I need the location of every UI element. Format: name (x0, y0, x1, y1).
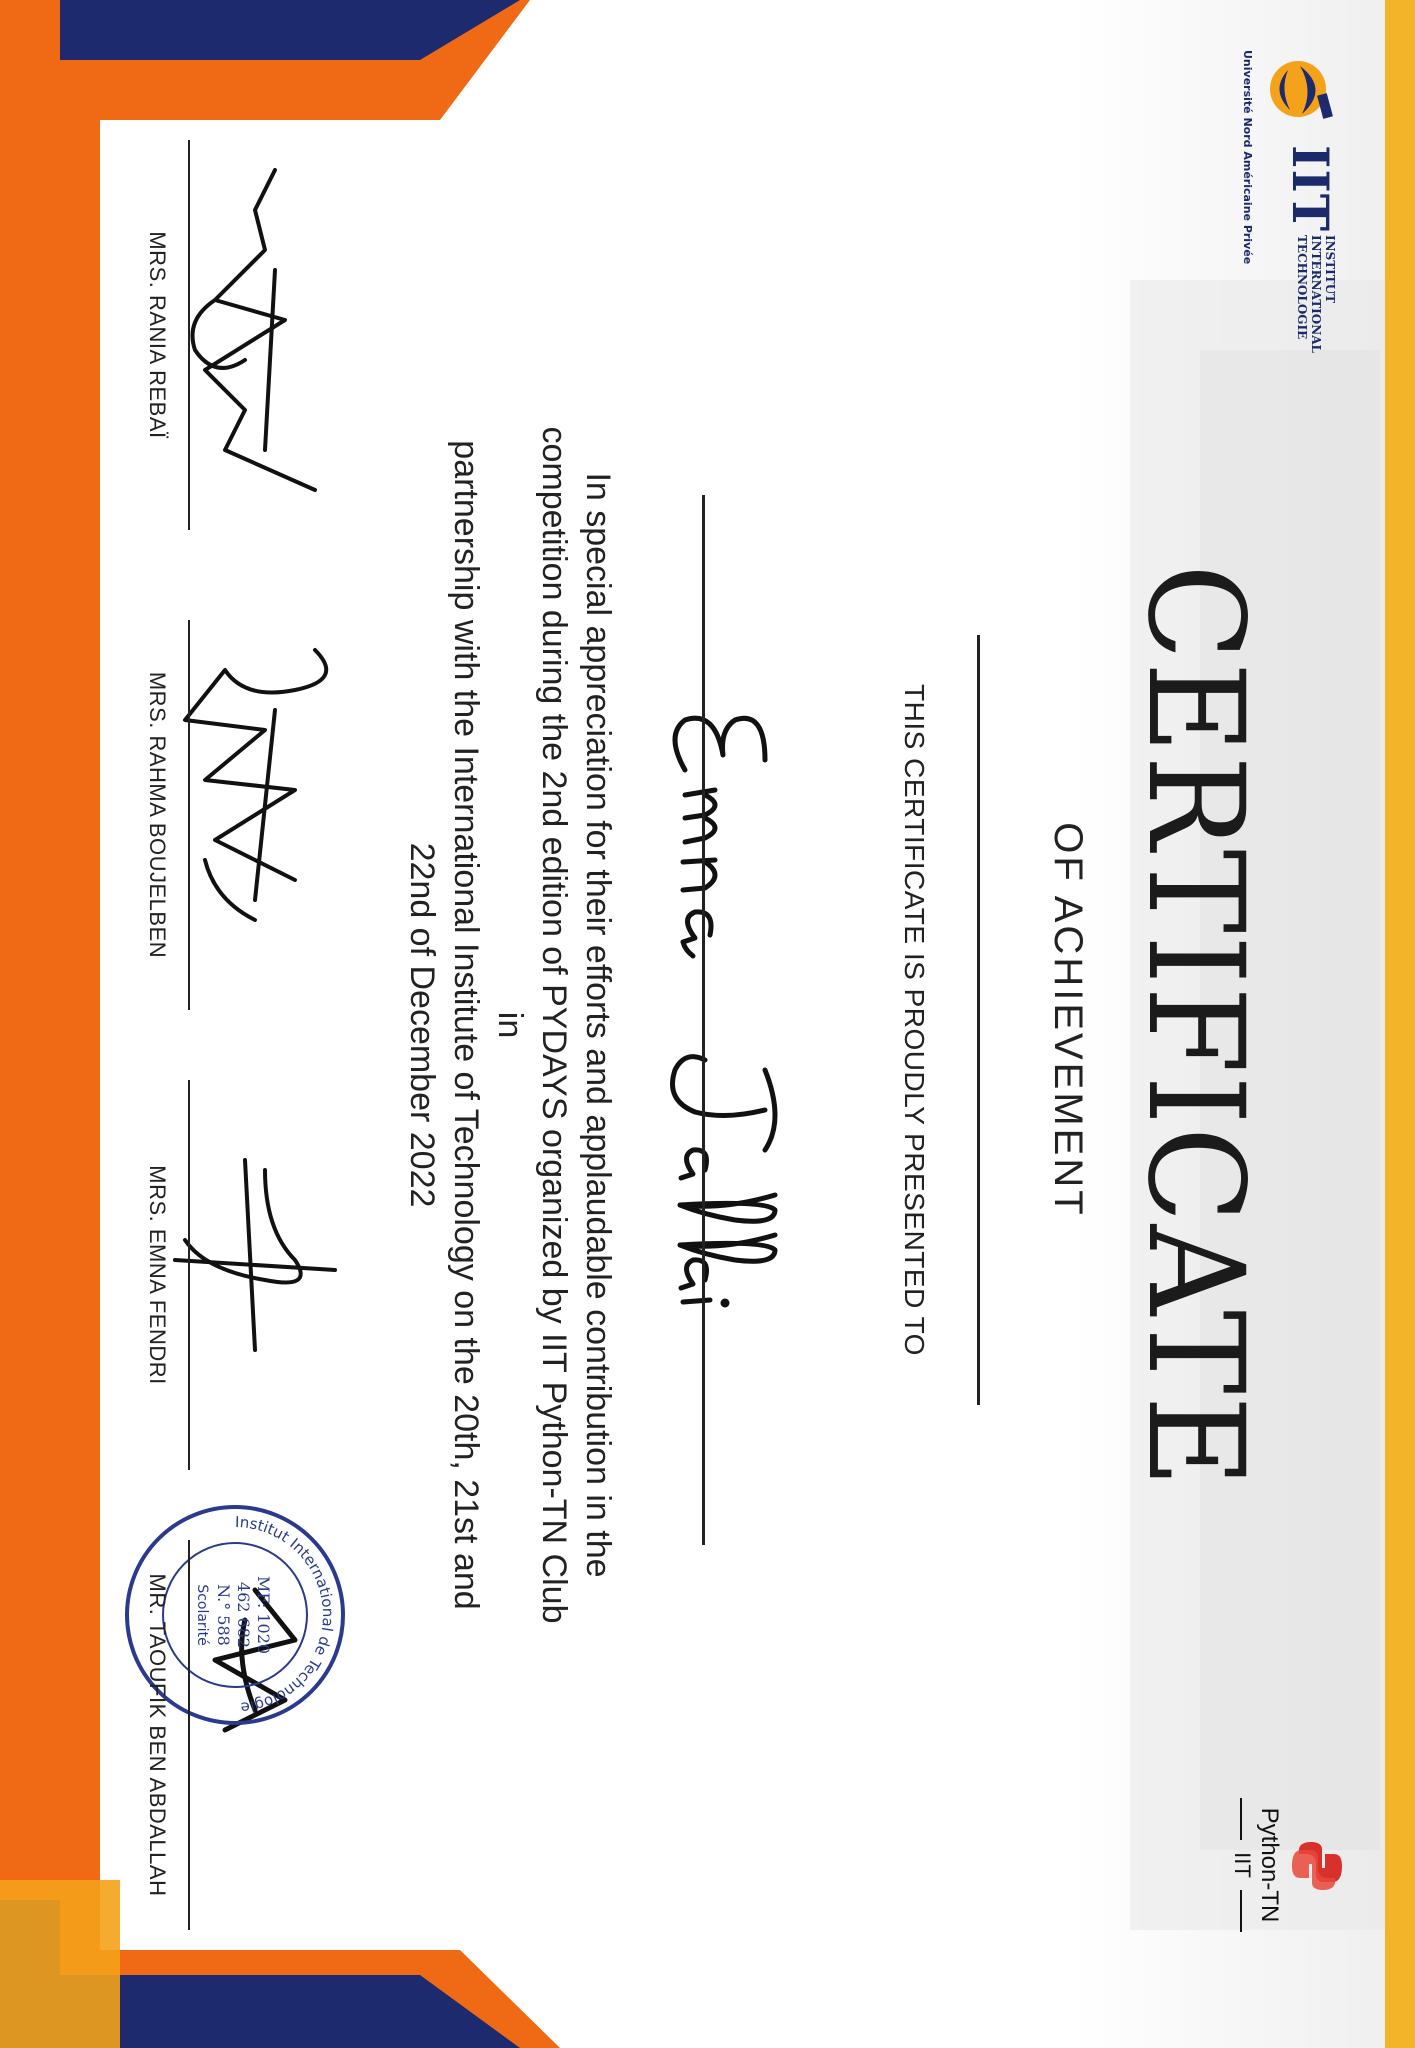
body-line-1: In special appreciation for their efforts and applaudable contribution in the (579, 472, 617, 1578)
stamp-center-3: N.° 588 (214, 1584, 233, 1646)
recipient-underline (702, 495, 705, 1545)
iit-acronym: IIT (1281, 145, 1340, 232)
signatory-3: MRS. EMNA FENDRI (145, 1165, 170, 1385)
sig-line-1 (188, 140, 190, 530)
signatory-4: MR. TAOUFIK BEN ABDALLAH (145, 1573, 170, 1897)
sig-line-4 (188, 1540, 190, 1930)
body-line-4: 22nd of December 2022 (403, 842, 441, 1208)
recipient-signature (645, 700, 805, 1320)
signatory-1: MRS. RANIA REBAÏ (145, 231, 170, 439)
certificate-body (400, 410, 620, 1640)
iit-logo (1225, 50, 1350, 380)
stamp-center-4: Scolarité (194, 1584, 210, 1646)
certificate-subtitle: OF ACHIEVEMENT (1046, 822, 1090, 1218)
iit-tagline: Université Nord Américaine Privée (1241, 50, 1254, 265)
signature-emna (165, 1150, 355, 1370)
iit-line2: INTERNATIONAL (1309, 235, 1323, 353)
python-snake-icon (1289, 1840, 1345, 1892)
stamp-ring-text: Institut International de Technologie (234, 1512, 338, 1717)
body-line-2: competition during the 2nd edition of PYDAYS organized by IIT Python-TN Club in (491, 426, 573, 1624)
body-line-3: partnership with the International Institute of Technology on the 20th, 21st and (447, 440, 485, 1610)
python-tn-logo (1215, 1790, 1345, 1940)
certificate-title: CERTIFICATE (1118, 564, 1272, 1490)
iit-line1: INSTITUT (1323, 235, 1337, 304)
stamp-center-1: MF: 1020 (254, 1575, 273, 1655)
signature-rania (165, 150, 335, 530)
sig-line-2 (188, 620, 190, 1010)
iit-line3: TECHNOLOGIE (1295, 235, 1309, 340)
stamp-center-2: 462 682 (234, 1581, 253, 1649)
title-underline (977, 635, 980, 1405)
signature-rahma (165, 640, 355, 940)
python-tn-line1: Python-TN (1256, 1807, 1283, 1923)
sig-line-3 (188, 1080, 190, 1470)
presented-to-text: THIS CERTIFICATE IS PROUDLY PRESENTED TO (899, 684, 930, 1356)
python-tn-line2: IIT (1230, 1852, 1255, 1878)
iit-emblem-icon (1262, 50, 1340, 128)
signatory-2: MRS. RAHMA BOUJELBEN (145, 671, 170, 959)
